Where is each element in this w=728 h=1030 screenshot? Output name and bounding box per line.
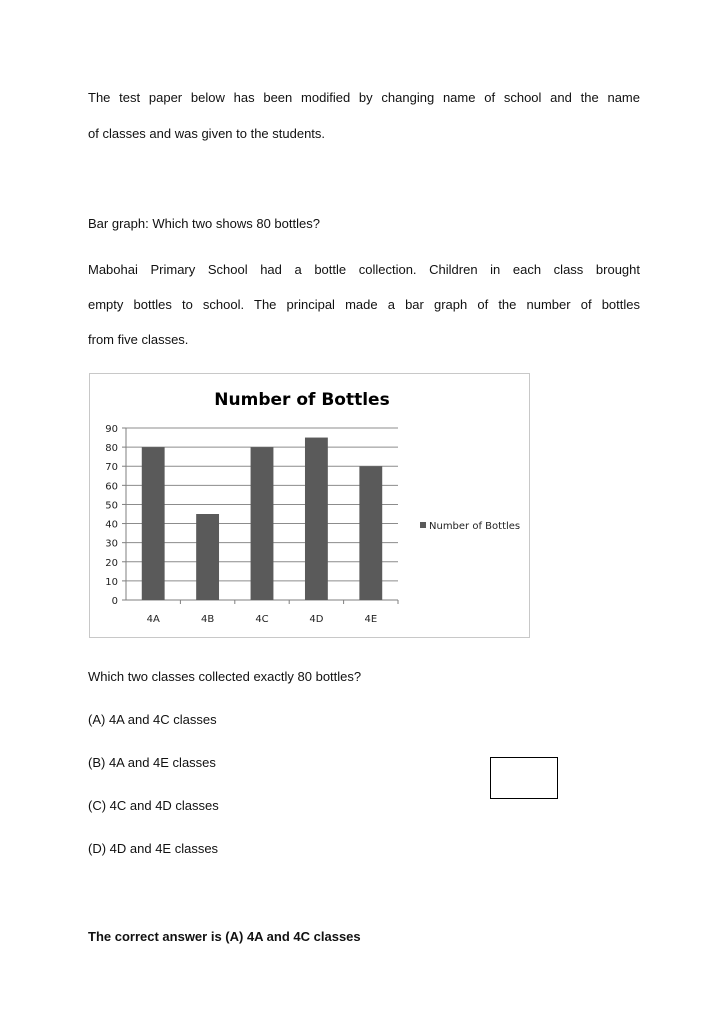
option-d: (D) 4D and 4E classes (88, 841, 219, 856)
correct-answer: The correct answer is (A) 4A and 4C classes (88, 929, 361, 944)
x-tick-label: 4C (255, 614, 269, 625)
y-tick-label: 60 (105, 481, 118, 493)
y-tick-label: 40 (105, 519, 118, 531)
y-tick-label: 50 (105, 500, 118, 512)
intro-line-2: of classes and was given to the students. (88, 126, 326, 141)
x-tick-label: 4D (309, 614, 324, 625)
passage-line-3: from five classes. (88, 332, 189, 347)
bar-4d (305, 438, 328, 600)
y-tick-label: 0 (111, 596, 118, 607)
y-tick-label: 90 (105, 424, 118, 435)
bar-chart (89, 373, 530, 638)
y-tick-label: 20 (105, 557, 118, 569)
passage-line-1: Mabohai Primary School had a bottle collection. Children in each class brought (88, 262, 640, 277)
y-tick-label: 70 (105, 462, 118, 474)
y-tick-label: 10 (105, 576, 118, 588)
y-tick-label: 80 (105, 443, 118, 455)
question-text: Which two classes collected exactly 80 bottles? (88, 669, 362, 684)
answer-box[interactable] (490, 757, 558, 799)
option-a: (A) 4A and 4C classes (88, 712, 217, 727)
bar-4c (251, 447, 274, 600)
legend-label: Number of Bottles (429, 521, 521, 532)
x-tick-label: 4B (200, 614, 215, 625)
chart-title: Number of Bottles (214, 390, 390, 410)
question-heading: Bar graph: Which two shows 80 bottles? (88, 216, 320, 231)
bar-4b (196, 514, 219, 600)
option-c: (C) 4C and 4D classes (88, 798, 219, 813)
passage-line-2: empty bottles to school. The principal made a bar graph of the number of bottles (88, 297, 640, 312)
option-b: (B) 4A and 4E classes (88, 755, 216, 770)
intro-line-1: The test paper below has been modified by changing name of school and the name (88, 90, 640, 105)
bar-4e (359, 466, 382, 600)
bar-4a (142, 447, 165, 600)
y-tick-label: 30 (105, 538, 118, 550)
bar-chart-svg (90, 374, 531, 639)
legend-swatch (420, 522, 426, 528)
x-tick-label: 4E (364, 614, 378, 625)
x-tick-label: 4A (146, 614, 160, 625)
